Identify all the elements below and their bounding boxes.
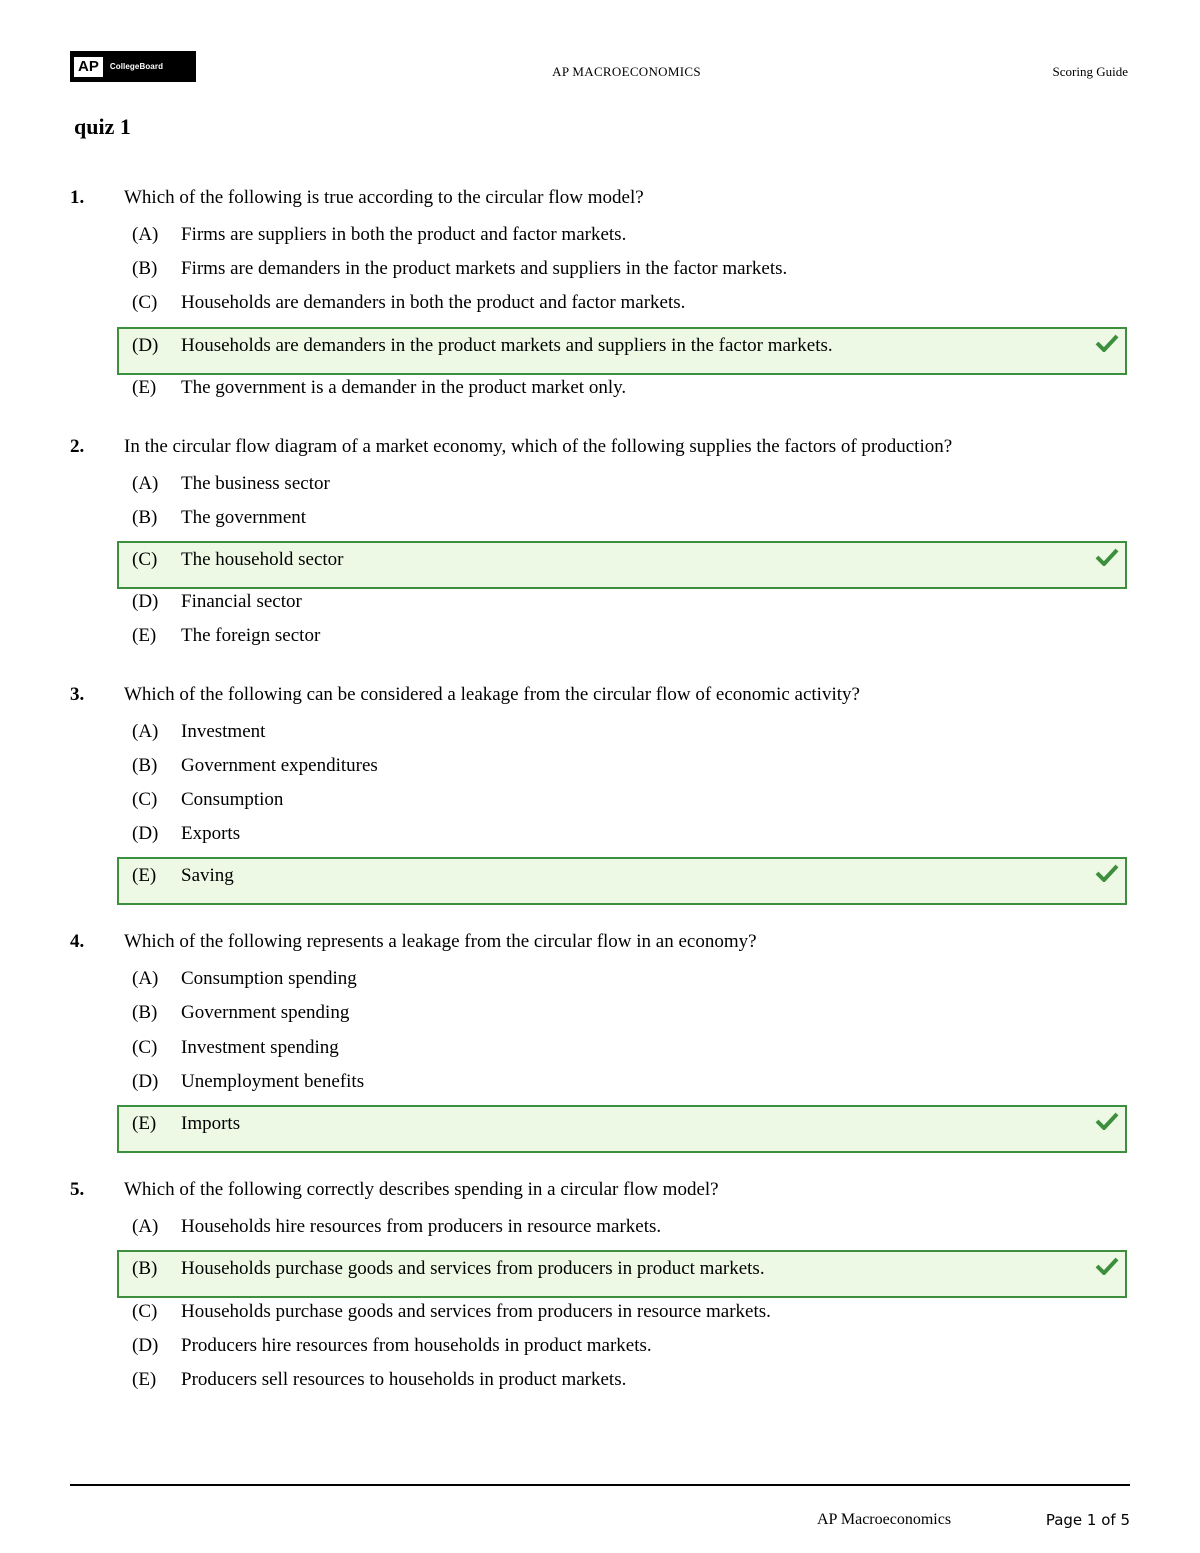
option-text: Saving (181, 865, 234, 886)
option-text: Consumption spending (181, 968, 357, 989)
option-letter: (C) (132, 1301, 158, 1322)
question-number: 2. (70, 436, 85, 457)
question-number: 1. (70, 187, 85, 208)
question-text: Which of the following can be considered a leakage from the circular flow of economic activity? (124, 684, 860, 705)
option-text: The government (181, 507, 307, 528)
option-text: The household sector (181, 549, 344, 570)
option-text: Investment spending (181, 1037, 339, 1058)
header-title: AP MACROECONOMICS (552, 64, 701, 79)
option-text: Unemployment benefits (181, 1071, 365, 1092)
option-text: Producers sell resources to households in product markets. (181, 1369, 627, 1390)
option-text: Government expenditures (181, 755, 378, 776)
logo-collegeboard-text: CollegeBoard (109, 62, 164, 71)
correct-answer-highlight (117, 1105, 1127, 1153)
option-letter: (B) (132, 258, 158, 279)
option-text: Firms are suppliers in both the product and factor markets. (181, 224, 627, 245)
option-text: The foreign sector (181, 625, 321, 646)
option-text: Investment (181, 721, 266, 742)
option-text: Households purchase goods and services from producers in product markets. (181, 1258, 765, 1279)
option-letter: (D) (132, 591, 159, 612)
checkmark-icon (1095, 864, 1119, 882)
option-text: Financial sector (181, 591, 302, 612)
option-letter: (D) (132, 335, 159, 356)
option-letter: (C) (132, 789, 158, 810)
option-letter: (A) (132, 968, 159, 989)
option-letter: (C) (132, 292, 158, 313)
option-letter: (E) (132, 1369, 157, 1390)
checkmark-icon (1095, 1257, 1119, 1275)
question-number: 5. (70, 1179, 85, 1200)
question-text: Which of the following is true according to the circular flow model? (124, 187, 644, 208)
header-scoring-guide: Scoring Guide (1052, 64, 1128, 79)
option-letter: (A) (132, 1216, 159, 1237)
logo-ap-text: AP (74, 57, 103, 77)
option-letter: (C) (132, 549, 158, 570)
checkmark-icon (1095, 1112, 1119, 1130)
option-text: Consumption (181, 789, 284, 810)
checkmark-icon (1095, 334, 1119, 352)
footer-divider (70, 1484, 1130, 1486)
footer-course-name: AP Macroeconomics (817, 1511, 952, 1528)
option-letter: (A) (132, 473, 159, 494)
correct-answer-highlight (117, 857, 1127, 905)
option-text: Firms are demanders in the product markets and suppliers in the factor markets. (181, 258, 788, 279)
option-text: The business sector (181, 473, 330, 494)
option-text: Households are demanders in the product markets and suppliers in the factor markets. (181, 335, 833, 356)
option-letter: (B) (132, 507, 158, 528)
option-text: Exports (181, 823, 241, 844)
option-letter: (B) (132, 1002, 158, 1023)
question-text: In the circular flow diagram of a market economy, which of the following supplies the factors of production? (124, 436, 953, 457)
option-letter: (E) (132, 625, 157, 646)
option-letter: (E) (132, 377, 157, 398)
question-number: 4. (70, 931, 85, 952)
option-letter: (A) (132, 224, 159, 245)
option-letter: (B) (132, 1258, 158, 1279)
option-text: Households are demanders in both the product and factor markets. (181, 292, 686, 313)
option-text: Imports (181, 1113, 241, 1134)
option-letter: (A) (132, 721, 159, 742)
option-letter: (D) (132, 1335, 159, 1356)
option-text: Households purchase goods and services from producers in resource markets. (181, 1301, 771, 1322)
option-letter: (B) (132, 755, 158, 776)
option-text: The government is a demander in the product market only. (181, 377, 627, 398)
option-text: Producers hire resources from households in product markets. (181, 1335, 652, 1356)
question-text: Which of the following correctly describes spending in a circular flow model? (124, 1179, 719, 1200)
option-letter: (E) (132, 865, 157, 886)
quiz-title: quiz 1 (74, 114, 131, 139)
option-text: Government spending (181, 1002, 350, 1023)
question-number: 3. (70, 684, 85, 705)
footer-page-number: Page 1 of 5 (1045, 1511, 1130, 1529)
option-letter: (C) (132, 1037, 158, 1058)
option-text: Households hire resources from producers in resource markets. (181, 1216, 662, 1237)
option-letter: (E) (132, 1113, 157, 1134)
question-text: Which of the following represents a leakage from the circular flow in an economy? (124, 931, 757, 952)
checkmark-icon (1095, 548, 1119, 566)
option-letter: (D) (132, 823, 159, 844)
option-letter: (D) (132, 1071, 159, 1092)
